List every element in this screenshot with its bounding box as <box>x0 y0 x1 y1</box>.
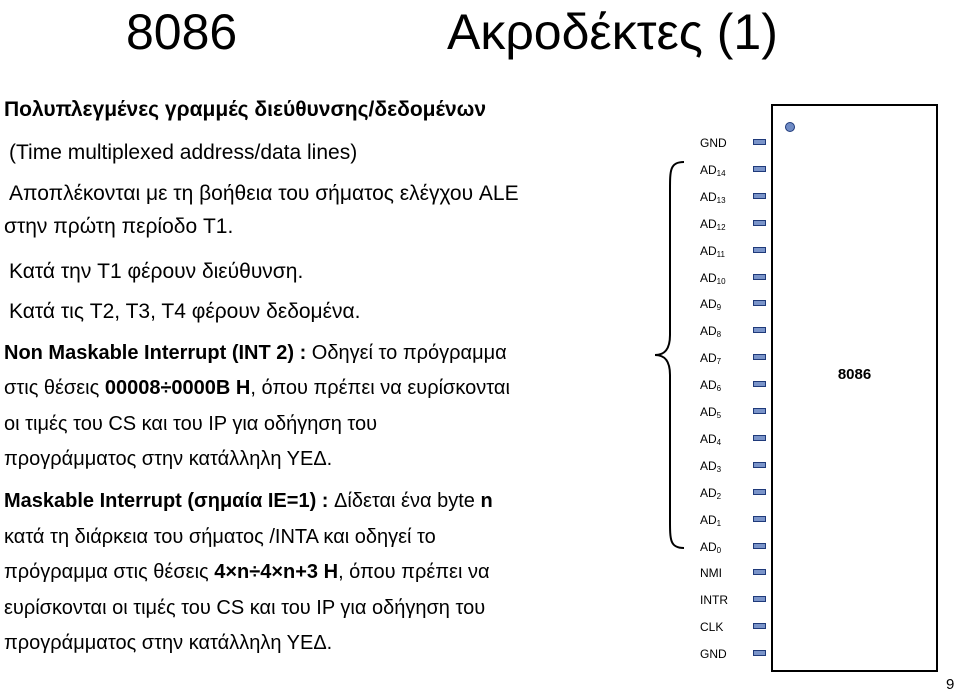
pin-name: AD <box>700 216 717 231</box>
pin-name: AD <box>700 431 717 446</box>
pin-box <box>753 166 766 172</box>
pin-label <box>700 566 760 580</box>
pin-box <box>753 543 766 549</box>
pin-index: 8 <box>716 330 722 340</box>
nmi-text-1: Οδηγεί το πρόγραμμα <box>306 342 507 364</box>
pin-name: INTR <box>700 593 728 608</box>
pin-name: AD <box>700 512 717 527</box>
pin-label <box>700 163 760 181</box>
pin-name: AD <box>700 485 717 500</box>
pin-box <box>753 193 766 199</box>
pin-index: 10 <box>716 276 726 286</box>
pin-index: 13 <box>716 195 726 205</box>
pin-name: GND <box>700 136 727 150</box>
pin-box <box>753 220 766 226</box>
pin-label <box>700 513 760 531</box>
pin-index: 12 <box>716 222 726 232</box>
mi-address-range: 4×n÷4×n+3 H <box>214 561 339 583</box>
pin-box <box>753 354 766 360</box>
pin-box <box>753 274 766 280</box>
heading-multiplexed-lines: Πολυπλεγμένες γραμμές διεύθυνσης/δεδομένων <box>4 98 487 121</box>
pin-label <box>700 647 760 661</box>
nmi-text-2a: στις θέσεις <box>4 377 105 399</box>
brace-icon <box>652 160 688 550</box>
nmi-line-3: οι τιμές του CS και του IP για οδήγηση του <box>4 413 378 435</box>
page-number: 9 <box>946 676 955 693</box>
mi-line-1 <box>4 488 493 514</box>
mi-line-5: προγράμματος στην κατάλληλη ΥΕΔ. <box>4 632 333 654</box>
pin-name: AD <box>700 378 717 393</box>
pin-box <box>753 435 766 441</box>
pin-label <box>700 136 760 150</box>
pin-1-marker-icon <box>785 122 795 132</box>
demux-line-1: Αποπλέκονται με τη βοήθεια του σήματος ελέγχου ALE <box>9 182 519 205</box>
pin-label <box>700 405 760 423</box>
pin-box <box>753 569 766 575</box>
pin-name: AD <box>700 189 717 204</box>
pin-box <box>753 462 766 468</box>
pin-index: 11 <box>716 249 725 259</box>
pin-box <box>753 381 766 387</box>
mi-byte-n: n <box>480 490 493 512</box>
demux-line-2: στην πρώτη περίοδο T1. <box>4 215 234 238</box>
pin-index: 9 <box>716 303 722 313</box>
nmi-heading: Non Maskable Interrupt (INT 2) : <box>4 342 307 364</box>
pin-index: 3 <box>716 464 722 474</box>
pin-index: 5 <box>716 411 722 420</box>
nmi-line-2 <box>4 375 510 401</box>
pin-label <box>700 593 760 607</box>
pin-index: 14 <box>716 168 726 178</box>
pin-label <box>700 620 760 634</box>
pin-name: CLK <box>700 620 724 635</box>
pin-index: 4 <box>716 437 722 447</box>
mi-text-3a: πρόγραμμα στις θέσεις <box>4 561 215 583</box>
pin-box <box>753 408 766 414</box>
pin-label <box>700 244 760 262</box>
pin-name: GND <box>700 647 727 662</box>
pin-index: 7 <box>716 357 722 367</box>
pin-label <box>700 324 760 342</box>
pin-label <box>700 486 760 504</box>
pin-name: AD <box>700 351 717 366</box>
pin-name: NMI <box>700 566 722 581</box>
pin-label <box>700 297 760 315</box>
pin-label <box>700 459 760 477</box>
pin-index: 0 <box>716 545 722 555</box>
page-title-8086: 8086 <box>126 4 238 60</box>
pin-name: AD <box>700 324 717 339</box>
page-title-pins: Ακροδέκτες (1) <box>447 4 778 60</box>
pin-label <box>700 271 760 289</box>
mi-text-3c: , όπου πρέπει να <box>338 561 490 583</box>
nmi-line-1 <box>4 340 507 366</box>
nmi-line-4: προγράμματος στην κατάλληλη ΥΕΔ. <box>4 448 333 470</box>
pin-box <box>753 139 766 145</box>
mi-line-4: ευρίσκονται οι τιμές του CS και του IP για οδήγηση του <box>4 597 486 619</box>
mi-heading: Maskable Interrupt (σημαία IE=1) : <box>4 490 329 512</box>
pin-index: 1 <box>716 518 722 528</box>
subheading-english: (Time multiplexed address/data lines) <box>9 141 358 164</box>
pin-label <box>700 378 760 396</box>
pin-label <box>700 432 760 450</box>
mi-line-3 <box>4 559 490 585</box>
pin-box <box>753 489 766 495</box>
mi-text-1a: Δίδεται ένα byte <box>328 490 481 512</box>
pin-index: 6 <box>716 384 722 394</box>
pin-box <box>753 327 766 333</box>
t1-address-line: Κατά την T1 φέρουν διεύθυνση. <box>9 260 304 283</box>
pin-box <box>753 623 766 629</box>
chip-8086 <box>771 104 938 672</box>
pin-label <box>700 190 760 208</box>
nmi-text-2c: , όπου πρέπει να ευρίσκονται <box>250 377 510 399</box>
chip-label: 8086 <box>837 366 872 383</box>
pin-label <box>700 351 760 369</box>
pin-box <box>753 650 766 656</box>
pin-label <box>700 217 760 235</box>
pin-box <box>753 596 766 602</box>
pin-name: AD <box>700 243 717 258</box>
pin-name: AD <box>700 539 717 554</box>
pin-name: AD <box>700 270 717 285</box>
mi-line-2: κατά τη διάρκεια του σήματος /INTA και οδηγεί το <box>4 526 436 548</box>
pin-box <box>753 300 766 306</box>
t234-data-line: Κατά τις T2, T3, T4 φέρουν δεδομένα. <box>9 300 361 323</box>
pin-box <box>753 516 766 522</box>
pin-name: AD <box>700 297 717 312</box>
pin-name: AD <box>700 458 717 473</box>
pin-label <box>700 540 760 558</box>
pin-name: AD <box>700 162 717 177</box>
pin-box <box>753 247 766 253</box>
pin-index: 2 <box>716 491 722 501</box>
pin-name: AD <box>700 405 717 419</box>
nmi-address-range: 00008÷0000B H <box>104 377 251 399</box>
